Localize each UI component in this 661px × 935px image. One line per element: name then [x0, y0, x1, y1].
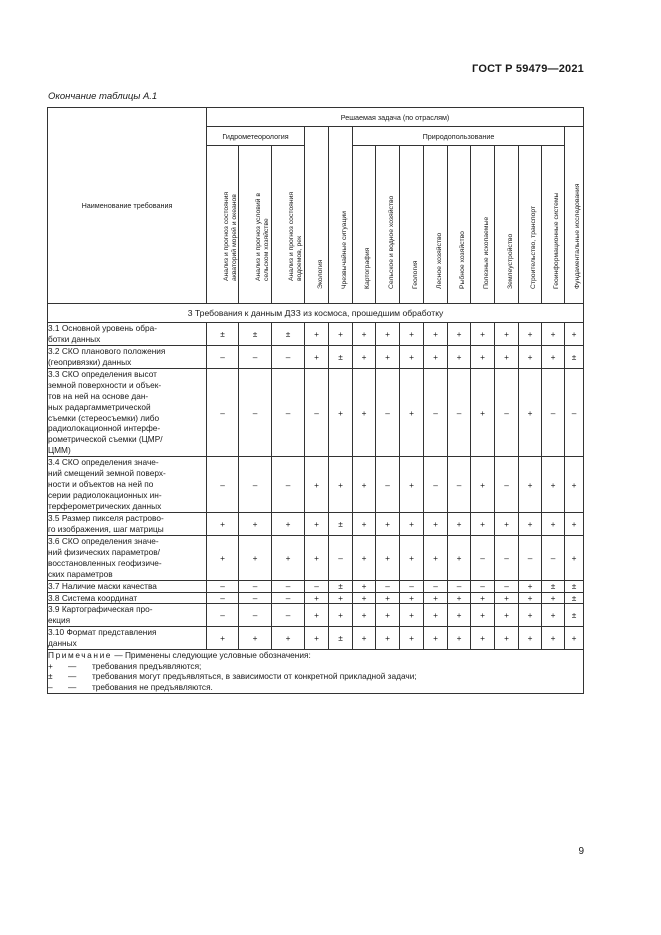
requirement-value: + — [329, 592, 353, 604]
requirement-value: + — [519, 323, 542, 346]
requirement-value: – — [424, 368, 448, 457]
requirement-value: + — [272, 535, 305, 580]
requirement-value: + — [305, 627, 329, 650]
requirement-value: ± — [542, 580, 565, 592]
requirement-value: – — [272, 368, 305, 457]
requirement-value: – — [207, 368, 239, 457]
requirement-value: + — [400, 323, 424, 346]
requirement-value: + — [376, 512, 400, 535]
requirement-value: + — [471, 345, 495, 368]
requirement-value: + — [207, 535, 239, 580]
requirement-value: + — [424, 512, 448, 535]
note-dash: — — [68, 660, 77, 671]
requirement-value: + — [448, 345, 471, 368]
requirement-value: + — [542, 323, 565, 346]
requirement-name: 3.9 Картографическая про- екция — [48, 604, 207, 627]
note-symbol: + — [48, 660, 53, 671]
requirement-name: 3.7 Наличие маски качества — [48, 580, 207, 592]
requirement-value: + — [305, 345, 329, 368]
table-row — [48, 323, 584, 346]
requirement-name: 3.3 СКО определения высот земной поверхности и объек- тов на ней на основе дан- ных радаргамметрической съемки (стереосъемки) либо радиолокационной интерфе- рометрической съемки (ЦМР/ ЦММ) — [48, 368, 207, 457]
requirement-value: + — [353, 604, 376, 627]
table-row — [48, 512, 584, 535]
requirement-value: + — [329, 368, 353, 457]
requirement-value: + — [471, 592, 495, 604]
requirement-name: 3.6 СКО определения значе- ний физических параметров/ восстановленных геофизиче- ских параметров — [48, 535, 207, 580]
requirement-value: ± — [329, 512, 353, 535]
requirement-value: – — [207, 580, 239, 592]
requirement-name: 3.1 Основной уровень обра- ботки данных — [48, 323, 207, 346]
note-intro: — Применены следующие условные обозначения: — [112, 650, 311, 661]
column-header — [519, 146, 542, 304]
requirement-value: + — [305, 535, 329, 580]
group-hydromet: Гидрометеорология — [207, 127, 305, 146]
requirement-value: + — [353, 323, 376, 346]
requirement-value: – — [542, 535, 565, 580]
requirement-value: – — [272, 345, 305, 368]
requirement-value: + — [471, 512, 495, 535]
requirement-value: + — [565, 323, 584, 346]
requirement-value: + — [239, 512, 272, 535]
requirement-value: + — [329, 323, 353, 346]
table-row — [48, 368, 584, 457]
requirement-value: + — [565, 457, 584, 513]
table-row — [48, 592, 584, 604]
requirement-value: + — [471, 368, 495, 457]
requirement-value: + — [448, 604, 471, 627]
requirement-value: – — [207, 604, 239, 627]
requirement-value: – — [329, 535, 353, 580]
requirement-value: ± — [565, 592, 584, 604]
column-header — [272, 146, 305, 304]
requirement-value: + — [305, 457, 329, 513]
requirement-value: – — [239, 604, 272, 627]
column-header-label: Строительство, транспорт — [530, 205, 537, 289]
requirement-value: + — [207, 627, 239, 650]
requirement-value: + — [376, 604, 400, 627]
requirement-value: – — [239, 592, 272, 604]
requirement-value: – — [448, 368, 471, 457]
requirement-value: – — [305, 368, 329, 457]
table-row — [48, 457, 584, 513]
requirement-value: + — [424, 323, 448, 346]
column-header-label: Анализ и прогноз состояния водоемов, рек — [288, 191, 304, 281]
requirement-value: + — [519, 592, 542, 604]
requirement-value: + — [448, 512, 471, 535]
column-header-label: Лесное хозяйство — [435, 232, 443, 289]
column-header — [305, 127, 329, 304]
requirement-value: + — [542, 345, 565, 368]
table-row — [48, 580, 584, 592]
requirement-value: + — [495, 604, 519, 627]
requirement-value: – — [305, 580, 329, 592]
requirement-value: – — [495, 368, 519, 457]
requirement-value: + — [353, 457, 376, 513]
note-text: требования могут предъявляться, в зависимости от конкретной прикладной задачи; — [92, 671, 417, 682]
requirement-value: + — [400, 627, 424, 650]
requirement-value: – — [376, 580, 400, 592]
column-header — [495, 146, 519, 304]
requirement-value: – — [239, 457, 272, 513]
requirement-value: + — [400, 345, 424, 368]
column-header-label: Чрезвычайные ситуации — [340, 210, 348, 289]
table-row — [48, 627, 584, 650]
column-header — [329, 127, 353, 304]
requirement-value: + — [376, 535, 400, 580]
requirement-value: + — [565, 535, 584, 580]
requirement-value: + — [495, 323, 519, 346]
column-header-label: Анализ и прогноз состояния акваторий морей и океанов — [222, 191, 238, 281]
requirement-value: – — [471, 580, 495, 592]
requirement-value: – — [495, 535, 519, 580]
requirement-value: – — [239, 580, 272, 592]
requirement-value: + — [448, 627, 471, 650]
requirement-value: – — [207, 457, 239, 513]
requirement-value: – — [207, 592, 239, 604]
requirement-value: + — [376, 592, 400, 604]
column-header — [207, 146, 239, 304]
note-title: Примечание — [48, 650, 113, 661]
requirement-value: ± — [239, 323, 272, 346]
requirement-value: + — [542, 627, 565, 650]
requirement-value: + — [400, 604, 424, 627]
requirements-table — [47, 107, 584, 694]
requirement-value: – — [519, 535, 542, 580]
requirement-value: + — [239, 535, 272, 580]
note-dash: — — [68, 671, 77, 682]
column-header-label: Картография — [364, 247, 371, 289]
note-symbol: – — [48, 682, 53, 693]
requirement-value: + — [519, 580, 542, 592]
requirement-value: – — [448, 457, 471, 513]
note-text: требования не предъявляются. — [92, 682, 213, 693]
requirement-value: – — [239, 345, 272, 368]
requirement-value: + — [400, 592, 424, 604]
requirement-value: + — [565, 512, 584, 535]
requirement-value: – — [495, 580, 519, 592]
requirement-value: + — [400, 457, 424, 513]
requirement-name: 3.2 СКО планового положения (геопривязки) данных — [48, 345, 207, 368]
column-header-label: Анализ и прогноз условий в сельском хозяйстве — [255, 192, 271, 281]
requirement-value: + — [376, 323, 400, 346]
note-item — [48, 671, 583, 682]
requirement-value: + — [329, 604, 353, 627]
requirement-value: + — [376, 627, 400, 650]
requirement-value: + — [542, 604, 565, 627]
column-header — [448, 146, 471, 304]
note-dash: — — [68, 682, 77, 693]
column-header — [424, 146, 448, 304]
requirement-value: + — [448, 592, 471, 604]
requirement-value: + — [272, 627, 305, 650]
requirement-value: ± — [207, 323, 239, 346]
requirement-name: 3.10 Формат представления данных — [48, 627, 207, 650]
requirement-name: 3.5 Размер пикселя растрово- го изображения, шаг матрицы — [48, 512, 207, 535]
requirement-value: + — [424, 535, 448, 580]
requirement-value: + — [400, 512, 424, 535]
column-header-label: Фундаментальные исследования — [574, 183, 582, 289]
requirement-value: ± — [329, 580, 353, 592]
group-nature: Природопользование — [353, 127, 565, 146]
requirement-value: + — [376, 345, 400, 368]
requirement-value: + — [519, 457, 542, 513]
requirement-value: + — [207, 512, 239, 535]
column-header-label: Рыбное хозяйство — [459, 230, 466, 289]
requirement-value: + — [542, 457, 565, 513]
standard-number: ГОСТ Р 59479—2021 — [472, 63, 584, 75]
requirement-value: – — [471, 535, 495, 580]
requirement-value: + — [353, 627, 376, 650]
requirement-value: + — [400, 368, 424, 457]
requirement-value: + — [424, 627, 448, 650]
note-text: требования предъявляются; — [92, 660, 202, 671]
requirement-value: + — [471, 323, 495, 346]
requirement-value: – — [207, 345, 239, 368]
requirement-value: + — [305, 323, 329, 346]
requirement-value: + — [495, 512, 519, 535]
requirement-value: + — [272, 512, 305, 535]
requirement-value: + — [519, 368, 542, 457]
note-item — [48, 661, 583, 672]
requirement-value: + — [519, 512, 542, 535]
requirement-value: + — [542, 592, 565, 604]
requirement-name: 3.8 Система координат — [48, 592, 207, 604]
page-number: 9 — [578, 846, 584, 857]
requirement-value: + — [471, 627, 495, 650]
requirement-name-header: Наименование требования — [48, 108, 207, 304]
note-symbol: ± — [48, 671, 53, 682]
requirement-value: – — [239, 368, 272, 457]
column-header-label: Сельское и водное хозяйство — [387, 195, 395, 289]
requirement-value: + — [239, 627, 272, 650]
requirement-value: + — [424, 345, 448, 368]
requirement-value: ± — [272, 323, 305, 346]
table-caption: Окончание таблицы А.1 — [48, 91, 158, 102]
requirement-value: + — [471, 457, 495, 513]
column-header-label: Экология — [316, 259, 324, 289]
requirement-value: + — [495, 592, 519, 604]
requirement-value: + — [353, 580, 376, 592]
note-item — [48, 682, 583, 693]
column-header-label: Землеустройство — [506, 233, 514, 289]
requirement-value: ± — [565, 580, 584, 592]
requirement-value: + — [353, 535, 376, 580]
requirement-value: – — [272, 457, 305, 513]
table-row — [48, 535, 584, 580]
column-header — [376, 146, 400, 304]
column-header — [542, 146, 565, 304]
requirement-value: + — [305, 512, 329, 535]
requirement-value: + — [305, 592, 329, 604]
column-header — [471, 146, 495, 304]
column-header — [400, 146, 424, 304]
requirement-value: – — [272, 592, 305, 604]
column-header-label: Полезные ископаемые — [482, 216, 490, 289]
column-header — [565, 127, 584, 304]
requirement-value: + — [424, 604, 448, 627]
table-note — [48, 650, 584, 693]
requirement-value: – — [565, 368, 584, 457]
column-header-label: Геоинформационные системы — [553, 192, 560, 289]
requirement-value: – — [495, 457, 519, 513]
requirement-value: + — [448, 323, 471, 346]
requirement-value: + — [495, 345, 519, 368]
requirement-value: + — [519, 627, 542, 650]
requirement-value: + — [495, 627, 519, 650]
requirement-value: – — [400, 580, 424, 592]
section-title: 3 Требования к данным ДЗЗ из космоса, прошедшим обработку — [48, 304, 584, 323]
requirement-value: + — [400, 535, 424, 580]
requirement-value: + — [448, 535, 471, 580]
requirement-value: ± — [329, 345, 353, 368]
requirement-value: + — [519, 604, 542, 627]
column-header-label: Геология — [411, 260, 419, 289]
requirement-value: – — [272, 580, 305, 592]
column-header — [353, 146, 376, 304]
requirement-value: – — [448, 580, 471, 592]
requirement-value: – — [424, 457, 448, 513]
requirement-value: + — [353, 512, 376, 535]
requirement-value: + — [471, 604, 495, 627]
requirement-value: – — [376, 457, 400, 513]
requirement-value: ± — [329, 627, 353, 650]
requirement-value: + — [353, 345, 376, 368]
requirement-value: + — [542, 512, 565, 535]
requirement-value: – — [376, 368, 400, 457]
requirement-value: ± — [565, 604, 584, 627]
requirement-value: ± — [565, 345, 584, 368]
requirement-value: + — [329, 457, 353, 513]
requirement-value: – — [272, 604, 305, 627]
requirement-value: + — [424, 592, 448, 604]
requirement-value: + — [305, 604, 329, 627]
table-row — [48, 345, 584, 368]
requirement-value: + — [519, 345, 542, 368]
requirement-value: – — [542, 368, 565, 457]
requirement-value: + — [565, 627, 584, 650]
requirement-value: + — [353, 592, 376, 604]
requirement-name: 3.4 СКО определения значе- ний смещений земной поверх- ности и объектов на ней по серии радиолокационных ин- терферометрических данных — [48, 457, 207, 513]
task-header: Решаемая задача (по отраслям) — [207, 108, 584, 127]
table-row — [48, 604, 584, 627]
requirement-value: – — [424, 580, 448, 592]
column-header — [239, 146, 272, 304]
requirement-value: + — [353, 368, 376, 457]
